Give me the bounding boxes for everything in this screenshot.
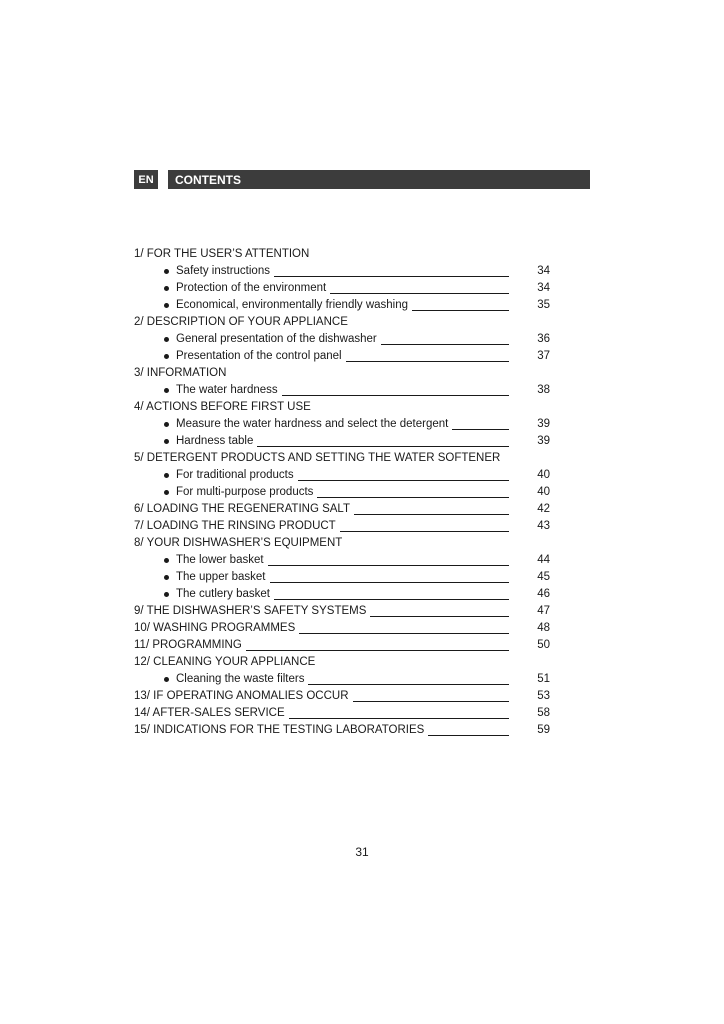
toc-section-entry[interactable] — [134, 620, 550, 637]
toc-subsection-entry[interactable] — [134, 671, 550, 688]
table-of-contents — [134, 246, 550, 739]
leader-line — [270, 582, 509, 583]
leader-line — [289, 718, 509, 719]
leader-line — [330, 293, 509, 294]
toc-entry-label: The upper basket — [176, 571, 266, 583]
bullet-icon — [164, 354, 169, 359]
toc-section-entry[interactable] — [134, 450, 550, 467]
toc-entry-page-number: 37 — [537, 350, 550, 362]
bullet-icon — [164, 337, 169, 342]
bullet-icon — [164, 558, 169, 563]
leader-line — [274, 599, 509, 600]
bullet-icon — [164, 388, 169, 393]
leader-line — [353, 701, 510, 702]
toc-section-entry[interactable] — [134, 535, 550, 552]
toc-entry-label: 8/ YOUR DISHWASHER’S EQUIPMENT — [134, 537, 343, 549]
contents-title-bar — [168, 170, 590, 189]
toc-entry-label: 14/ AFTER-SALES SERVICE — [134, 707, 285, 719]
toc-entry-label: The lower basket — [176, 554, 264, 566]
bullet-icon — [164, 269, 169, 274]
toc-subsection-entry[interactable] — [134, 433, 550, 450]
toc-entry-label: Presentation of the control panel — [176, 350, 342, 362]
toc-entry-page-number: 47 — [537, 605, 550, 617]
leader-line — [246, 650, 509, 651]
toc-entry-page-number: 53 — [537, 690, 550, 702]
toc-section-entry[interactable] — [134, 246, 550, 263]
toc-section-entry[interactable] — [134, 314, 550, 331]
toc-entry-label: 12/ CLEANING YOUR APPLIANCE — [134, 656, 316, 668]
toc-entry-label: Safety instructions — [176, 265, 270, 277]
toc-entry-page-number: 40 — [537, 469, 550, 481]
toc-entry-page-number: 34 — [537, 282, 550, 294]
toc-section-entry[interactable] — [134, 399, 550, 416]
leader-line — [317, 497, 509, 498]
toc-subsection-entry[interactable] — [134, 586, 550, 603]
toc-entry-page-number: 59 — [537, 724, 550, 736]
toc-subsection-entry[interactable] — [134, 467, 550, 484]
toc-entry-page-number: 45 — [537, 571, 550, 583]
toc-entry-page-number: 36 — [537, 333, 550, 345]
leader-line — [428, 735, 509, 736]
toc-entry-label: For traditional products — [176, 469, 294, 481]
toc-entry-page-number: 46 — [537, 588, 550, 600]
toc-entry-label: Cleaning the waste filters — [176, 673, 305, 685]
toc-subsection-entry[interactable] — [134, 569, 550, 586]
toc-section-entry[interactable] — [134, 654, 550, 671]
toc-subsection-entry[interactable] — [134, 552, 550, 569]
leader-line — [299, 633, 509, 634]
toc-subsection-entry[interactable] — [134, 263, 550, 280]
leader-line — [340, 531, 509, 532]
toc-entry-label: 6/ LOADING THE REGENERATING SALT — [134, 503, 350, 515]
leader-line — [268, 565, 509, 566]
toc-subsection-entry[interactable] — [134, 484, 550, 501]
bullet-icon — [164, 592, 169, 597]
bullet-icon — [164, 575, 169, 580]
leader-line — [412, 310, 509, 311]
toc-section-entry[interactable] — [134, 365, 550, 382]
toc-entry-label: 10/ WASHING PROGRAMMES — [134, 622, 296, 634]
page-title: CONTENTS — [175, 172, 241, 187]
toc-section-entry[interactable] — [134, 637, 550, 654]
language-badge: EN — [134, 170, 158, 189]
toc-entry-page-number: 35 — [537, 299, 550, 311]
toc-entry-label: 11/ PROGRAMMING — [134, 639, 242, 651]
toc-entry-page-number: 58 — [537, 707, 550, 719]
toc-subsection-entry[interactable] — [134, 297, 550, 314]
leader-line — [308, 684, 509, 685]
leader-line — [354, 514, 509, 515]
toc-entry-page-number: 48 — [537, 622, 550, 634]
toc-entry-page-number: 39 — [537, 435, 550, 447]
toc-entry-label: Hardness table — [176, 435, 254, 447]
bullet-icon — [164, 422, 169, 427]
toc-entry-label: 2/ DESCRIPTION OF YOUR APPLIANCE — [134, 316, 348, 328]
bullet-icon — [164, 439, 169, 444]
bullet-icon — [164, 303, 169, 308]
leader-line — [381, 344, 509, 345]
toc-subsection-entry[interactable] — [134, 331, 550, 348]
toc-subsection-entry[interactable] — [134, 416, 550, 433]
leader-line — [346, 361, 509, 362]
toc-entry-label: 7/ LOADING THE RINSING PRODUCT — [134, 520, 336, 532]
toc-subsection-entry[interactable] — [134, 382, 550, 399]
leader-line — [452, 429, 509, 430]
leader-line — [370, 616, 509, 617]
toc-entry-page-number: 43 — [537, 520, 550, 532]
toc-section-entry[interactable] — [134, 688, 550, 705]
toc-entry-label: Protection of the environment — [176, 282, 327, 294]
toc-entry-page-number: 44 — [537, 554, 550, 566]
toc-entry-page-number: 51 — [537, 673, 550, 685]
page-number: 31 — [355, 845, 369, 859]
toc-entry-label: 13/ IF OPERATING ANOMALIES OCCUR — [134, 690, 349, 702]
bullet-icon — [164, 286, 169, 291]
toc-section-entry[interactable] — [134, 705, 550, 722]
toc-entry-label: The cutlery basket — [176, 588, 270, 600]
toc-entry-label: 3/ INFORMATION — [134, 367, 227, 379]
toc-entry-label: For multi-purpose products — [176, 486, 314, 498]
toc-entry-page-number: 34 — [537, 265, 550, 277]
toc-entry-page-number: 40 — [537, 486, 550, 498]
toc-entry-label: 5/ DETERGENT PRODUCTS AND SETTING THE WATER SOFTENER — [134, 452, 501, 464]
toc-entry-label: General presentation of the dishwasher — [176, 333, 377, 345]
bullet-icon — [164, 473, 169, 478]
toc-subsection-entry[interactable] — [134, 280, 550, 297]
leader-line — [274, 276, 509, 277]
toc-section-entry[interactable] — [134, 518, 550, 535]
toc-entry-page-number: 38 — [537, 384, 550, 396]
bullet-icon — [164, 490, 169, 495]
toc-entry-label: 4/ ACTIONS BEFORE FIRST USE — [134, 401, 311, 413]
toc-entry-label: 15/ INDICATIONS FOR THE TESTING LABORATORIES — [134, 724, 425, 736]
toc-entry-page-number: 39 — [537, 418, 550, 430]
toc-entry-label: Measure the water hardness and select the detergent — [176, 418, 449, 430]
toc-section-entry[interactable] — [134, 722, 550, 739]
bullet-icon — [164, 677, 169, 682]
toc-entry-label: 9/ THE DISHWASHER’S SAFETY SYSTEMS — [134, 605, 367, 617]
leader-line — [298, 480, 509, 481]
toc-section-entry[interactable] — [134, 501, 550, 518]
toc-entry-label: Economical, environmentally friendly washing — [176, 299, 409, 311]
toc-subsection-entry[interactable] — [134, 348, 550, 365]
leader-line — [257, 446, 509, 447]
toc-entry-label: 1/ FOR THE USER’S ATTENTION — [134, 248, 310, 260]
toc-entry-page-number: 42 — [537, 503, 550, 515]
toc-section-entry[interactable] — [134, 603, 550, 620]
toc-entry-page-number: 50 — [537, 639, 550, 651]
leader-line — [282, 395, 509, 396]
toc-entry-label: The water hardness — [176, 384, 278, 396]
